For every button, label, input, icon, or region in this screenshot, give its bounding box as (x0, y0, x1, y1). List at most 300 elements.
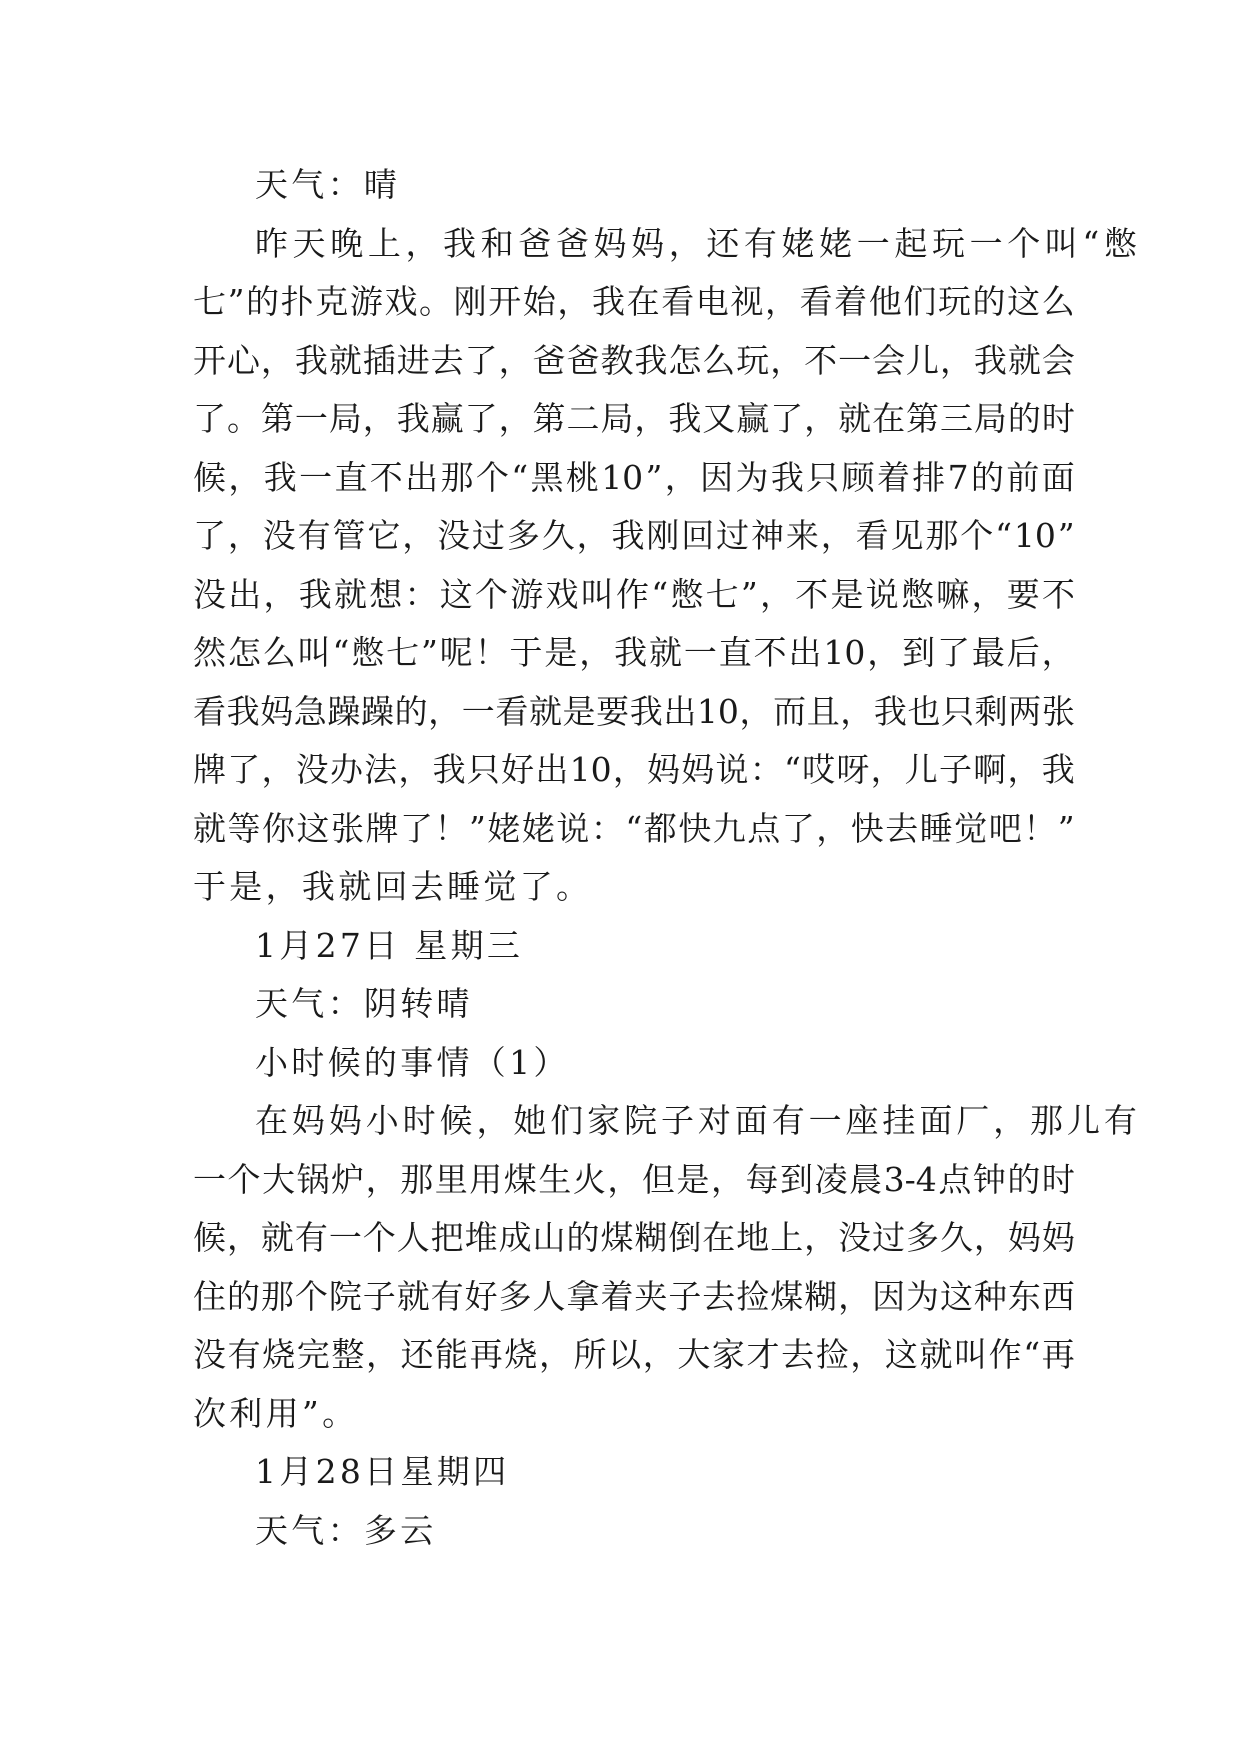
text-glyph: 叫 (954, 1335, 988, 1374)
text-glyph: 有 (771, 1101, 805, 1140)
text-glyph: 在 (872, 399, 906, 438)
text-glyph: 吧 (988, 808, 1022, 848)
text-glyph: 妈 (681, 750, 715, 789)
text-glyph: 煤 (503, 1159, 537, 1199)
text-glyph: 爸 (566, 340, 600, 380)
text-glyph: 我 (770, 457, 804, 497)
text-glyph: 他 (868, 282, 902, 321)
text-glyph: 烧 (504, 1335, 538, 1374)
text-glyph: 完 (296, 1335, 330, 1374)
text-glyph: 我 (263, 457, 297, 497)
text-glyph: 说 (556, 808, 590, 848)
text-glyph: ， (557, 282, 591, 321)
text-glyph: 好 (464, 1276, 498, 1316)
text-glyph: 但 (641, 1159, 675, 1199)
text-glyph: 儿 (906, 340, 940, 380)
text-glyph: 玩 (931, 223, 965, 263)
text-glyph: 我 (294, 340, 328, 380)
text-glyph: ” (469, 808, 486, 848)
text-glyph: 把 (430, 1218, 464, 1257)
text-glyph: 们 (903, 282, 937, 321)
text-glyph: 才 (746, 1335, 780, 1374)
text-glyph: ， (634, 399, 668, 438)
text-glyph: ， (261, 750, 295, 789)
text-glyph: 就 (328, 340, 362, 380)
text-glyph: 人 (396, 1218, 430, 1257)
text-glyph: 哎 (802, 750, 836, 789)
text-glyph: 就 (334, 574, 367, 614)
text-glyph: 游 (510, 574, 544, 614)
text-glyph: “ (511, 457, 529, 497)
text-glyph: ， (365, 1335, 399, 1374)
text-glyph: 晨 (849, 1159, 883, 1199)
text-glyph: ， (710, 1159, 744, 1199)
text-glyph: ” (421, 633, 438, 672)
text-glyph: 么 (1041, 282, 1075, 321)
text-glyph: 法 (364, 750, 398, 789)
text-glyph: 昨 (255, 223, 288, 263)
text-glyph: 我 (298, 574, 332, 614)
text-glyph: ” (227, 282, 245, 321)
text-glyph: 作 (988, 1335, 1022, 1374)
text-glyph: 为 (906, 1276, 940, 1316)
text-glyph: 又 (702, 399, 736, 438)
text-glyph: ， (804, 399, 838, 438)
text-line (193, 449, 1075, 508)
text-glyph: ， (816, 808, 850, 848)
text-line (193, 741, 1075, 800)
text-glyph: 七 (705, 574, 739, 614)
text-glyph: 要 (596, 691, 630, 731)
text-glyph: 的 (1007, 1159, 1041, 1199)
text-glyph: 那 (1030, 1101, 1064, 1140)
text-line (193, 1326, 1075, 1385)
text-glyph: 的 (972, 282, 1006, 321)
text-glyph: 种 (973, 1276, 1007, 1316)
text-glyph: 成 (498, 1218, 532, 1257)
text-glyph: 不 (804, 340, 838, 380)
text-glyph: 10 (1013, 516, 1056, 555)
text-glyph: 直 (718, 633, 752, 672)
text-glyph: 子 (939, 750, 973, 789)
text-glyph: 能 (435, 1335, 469, 1374)
text-glyph: 游 (349, 282, 383, 321)
text-glyph: 我 (432, 750, 466, 789)
text-glyph: 没 (437, 516, 471, 555)
text-glyph: 糊 (634, 1218, 668, 1257)
text-glyph: 晚 (330, 223, 364, 263)
text-glyph: 姥 (781, 223, 815, 263)
text-glyph: 小 (365, 1101, 399, 1140)
text-glyph: 有 (430, 1276, 464, 1316)
text-glyph: “ (1023, 1335, 1041, 1374)
text-glyph: 去 (885, 808, 919, 848)
text-glyph: 睡 (919, 808, 953, 848)
text-glyph: 天 (292, 223, 326, 263)
text-glyph: 了 (193, 516, 226, 555)
text-glyph: 面 (919, 1101, 953, 1140)
text-glyph: 管 (332, 516, 366, 555)
text-glyph: 而 (773, 691, 807, 731)
text-glyph: 就 (1007, 340, 1041, 380)
text-glyph: ” (740, 574, 758, 614)
text-glyph: 你 (262, 808, 295, 848)
text-glyph: 进 (396, 340, 430, 380)
text-glyph: 为 (735, 457, 769, 497)
text-glyph: 个 (960, 516, 994, 555)
text-glyph: 在 (702, 1218, 736, 1257)
text-line (193, 683, 1075, 742)
text-glyph: 住 (193, 1276, 226, 1316)
text-glyph: 就 (528, 691, 562, 731)
text-glyph: 倒 (668, 1218, 702, 1257)
text-glyph: 夹 (634, 1276, 668, 1316)
text-glyph: 七 (386, 633, 420, 672)
text-glyph: 心 (226, 340, 260, 380)
text-glyph: ， (398, 750, 432, 789)
text-glyph: 不 (1042, 574, 1075, 614)
text-glyph: 子 (668, 1276, 702, 1316)
text-glyph: 始 (522, 282, 556, 321)
text-glyph: 快 (678, 808, 712, 848)
text-glyph: 憋 (670, 574, 704, 614)
text-glyph: 九 (712, 808, 746, 848)
text-glyph: 人 (532, 1276, 566, 1316)
text-glyph: 多 (498, 1276, 532, 1316)
text-glyph: 一 (969, 223, 1003, 263)
text-glyph: 就 (193, 808, 226, 848)
text-glyph: 厂 (956, 1101, 990, 1140)
text-glyph: 火 (572, 1159, 606, 1199)
text-glyph: 局 (973, 399, 1007, 438)
text-glyph: 不 (753, 633, 787, 672)
text-glyph: 说 (715, 750, 749, 789)
text-glyph: 个 (362, 1218, 396, 1257)
text-glyph: 生 (538, 1159, 572, 1199)
text-glyph: 赢 (736, 399, 770, 438)
text-glyph: 对 (697, 1101, 731, 1140)
text-glyph: ， (226, 1218, 260, 1257)
text-glyph: 在 (255, 1101, 288, 1140)
text-glyph: 10 (569, 750, 612, 789)
text-glyph: 看 (855, 516, 889, 555)
text-glyph: “ (995, 516, 1012, 555)
text-glyph: 叫 (580, 574, 614, 614)
text-glyph: 回 (681, 516, 715, 555)
text-glyph: “ (332, 633, 350, 672)
text-glyph: 见 (890, 516, 924, 555)
text-glyph: 钟 (972, 1159, 1006, 1199)
text-glyph: 就 (649, 633, 682, 672)
text-glyph: 了 (400, 808, 433, 848)
text-glyph: 的 (971, 457, 1005, 497)
text-glyph: 候 (193, 457, 226, 497)
text-glyph: 第 (532, 399, 566, 438)
text-glyph: ， (760, 574, 793, 614)
text-glyph: 要 (1006, 574, 1040, 614)
text-line (193, 624, 1075, 683)
text-glyph: 没 (262, 516, 296, 555)
text-glyph: 剩 (974, 691, 1008, 731)
text-glyph: 我 (443, 223, 477, 263)
text-glyph: 面 (1041, 457, 1075, 497)
text-glyph: 前 (1006, 457, 1040, 497)
text-glyph: “ (651, 574, 669, 614)
text-line (193, 1268, 1075, 1327)
text-glyph: 捡 (736, 1276, 770, 1316)
document-body (193, 156, 1137, 1560)
text-glyph: 两 (1008, 691, 1042, 731)
text-glyph: 地 (736, 1218, 770, 1257)
text-glyph: 东 (1007, 1276, 1041, 1316)
text-glyph: 牌 (193, 750, 226, 789)
text-glyph: ， (498, 399, 532, 438)
text-glyph: 二 (566, 399, 600, 438)
text-glyph: ， (739, 691, 773, 731)
text-glyph: 怎 (668, 340, 702, 380)
text-glyph: ！ (474, 633, 508, 672)
text-glyph: 姥 (819, 223, 853, 263)
text-glyph: 那 (400, 1159, 434, 1199)
text-glyph: 山 (532, 1218, 566, 1257)
text-glyph: 到 (780, 1159, 814, 1199)
text-glyph: ， (1041, 633, 1075, 672)
text-glyph: 。 (226, 399, 260, 438)
text-glyph: 儿 (904, 750, 938, 789)
text-glyph: 捡 (815, 1335, 849, 1374)
text-glyph: 凌 (814, 1159, 848, 1199)
text-glyph: 煤 (770, 1276, 804, 1316)
text-glyph: ， (612, 750, 646, 789)
text-glyph: 快 (850, 808, 884, 848)
text-glyph: 候 (439, 1101, 473, 1140)
text-glyph: 过 (716, 516, 750, 555)
text-glyph: 姥 (521, 808, 555, 848)
text-glyph: 到 (902, 633, 936, 672)
text-glyph: ， (939, 340, 973, 380)
text-glyph: ， (405, 223, 439, 263)
text-glyph: 家 (587, 1101, 621, 1140)
text-glyph: 起 (894, 223, 928, 263)
text-glyph: 局 (600, 399, 634, 438)
text-glyph: 会 (872, 340, 906, 380)
text-glyph: 爸 (532, 340, 566, 380)
text-glyph: 我 (629, 691, 663, 731)
text-glyph: 我 (668, 399, 702, 438)
text-glyph: 一 (294, 399, 328, 438)
text-glyph: 去 (702, 1276, 736, 1316)
text-glyph: ， (850, 1335, 884, 1374)
text-glyph: 排 (912, 457, 946, 497)
text-glyph: “ (625, 808, 643, 848)
text-glyph: 么 (702, 340, 736, 380)
text-line: 小时候的事情（1） (255, 1042, 570, 1082)
text-glyph: 大 (677, 1335, 711, 1374)
text-glyph: 西 (1041, 1276, 1075, 1316)
text-glyph: 了 (227, 750, 261, 789)
text-glyph: 第 (260, 399, 294, 438)
text-glyph: 憋 (351, 633, 385, 672)
text-glyph: 久 (541, 516, 575, 555)
text-glyph: 桃 (565, 457, 599, 497)
text-glyph: 然 (193, 633, 226, 672)
text-glyph: 七 (193, 282, 226, 321)
text-glyph: 玩 (937, 282, 971, 321)
text-line: 天气：多云 (255, 1510, 437, 1550)
text-glyph: 视 (730, 282, 764, 321)
text-glyph: 面 (734, 1101, 768, 1140)
text-glyph: 在 (626, 282, 660, 321)
text-glyph: 里 (434, 1159, 468, 1199)
text-glyph: 堆 (464, 1218, 498, 1257)
text-glyph: 因 (700, 457, 734, 497)
text-glyph: 的 (394, 691, 428, 731)
text-glyph: 只 (941, 691, 975, 731)
text-glyph: 开 (488, 282, 522, 321)
text-glyph: 用 (469, 1159, 503, 1199)
text-glyph: ， (498, 340, 532, 380)
text-glyph: 了 (937, 633, 970, 672)
text-glyph: 时 (1041, 399, 1075, 438)
text-glyph: 着 (600, 1276, 634, 1316)
text-glyph: 么 (262, 633, 296, 672)
text-glyph: 还 (400, 1335, 434, 1374)
text-glyph: 的 (226, 1276, 260, 1316)
text-glyph: 的 (566, 1218, 600, 1257)
text-glyph: 拿 (566, 1276, 600, 1316)
text-glyph: 的 (246, 282, 280, 321)
text-glyph: ， (1007, 750, 1041, 789)
text-glyph: 点 (938, 1159, 972, 1199)
text-line (193, 1209, 1075, 1268)
text-glyph: ， (228, 457, 262, 497)
text-glyph: ， (664, 457, 698, 497)
text-glyph: 这 (884, 1335, 918, 1374)
text-glyph: 张 (331, 808, 364, 848)
text-glyph: 那 (925, 516, 959, 555)
text-glyph: 所 (573, 1335, 607, 1374)
text-glyph: 说 (865, 574, 899, 614)
text-glyph: ， (668, 223, 702, 263)
text-glyph: 儿 (1066, 1101, 1100, 1140)
text-glyph: 来 (785, 516, 819, 555)
text-glyph: 躁 (360, 691, 394, 731)
text-glyph: 大 (262, 1159, 296, 1199)
text-glyph: ： (590, 808, 624, 848)
text-glyph: 赢 (430, 399, 464, 438)
text-glyph: 觉 (954, 808, 988, 848)
text-glyph: 就 (919, 1335, 953, 1374)
text-glyph: 子 (660, 1101, 694, 1140)
text-glyph: 怎 (227, 633, 261, 672)
text-glyph: 就 (838, 399, 872, 438)
text-glyph: ， (579, 633, 613, 672)
text-glyph: 牌 (365, 808, 399, 848)
text-glyph: 妈 (1007, 1218, 1041, 1257)
text-glyph: 刚 (453, 282, 487, 321)
text-glyph: 炉 (331, 1159, 365, 1199)
text-glyph: 有 (743, 223, 777, 263)
text-glyph: 是 (830, 574, 864, 614)
text-glyph: 了 (781, 808, 815, 848)
text-glyph: 着 (834, 282, 868, 321)
text-glyph: 这 (1007, 282, 1041, 321)
text-glyph: 我 (1041, 750, 1075, 789)
text-glyph: 啊 (973, 750, 1007, 789)
text-glyph: ， (840, 691, 874, 731)
text-glyph: 三 (939, 399, 973, 438)
text-glyph: 顾 (841, 457, 875, 497)
text-glyph: “ (783, 750, 801, 789)
text-glyph: 去 (430, 340, 464, 380)
text-glyph: ， (764, 282, 798, 321)
text-glyph: 再 (469, 1335, 503, 1374)
text-glyph: ， (870, 750, 904, 789)
text-glyph: 糊 (804, 1276, 838, 1316)
text-glyph: 作 (616, 574, 649, 614)
text-glyph: 呀 (836, 750, 870, 789)
text-glyph: 电 (695, 282, 729, 321)
text-glyph: 那 (260, 1276, 294, 1316)
text-glyph: 只 (466, 750, 500, 789)
text-line: 天气：晴 (255, 165, 401, 204)
text-glyph: 锅 (296, 1159, 330, 1199)
text-glyph: 这 (439, 574, 473, 614)
text-glyph: 急 (293, 691, 327, 731)
text-glyph: 妈 (593, 223, 627, 263)
text-glyph: 我 (592, 282, 625, 321)
text-line (193, 1151, 1075, 1210)
text-glyph: 憋 (901, 574, 934, 614)
text-glyph: 开 (193, 340, 226, 380)
text-glyph: ， (993, 1101, 1027, 1140)
text-line: 天气：阴转晴 (255, 984, 473, 1023)
text-glyph: 刚 (646, 516, 680, 555)
text-glyph: 第 (906, 399, 940, 438)
text-glyph: 一 (299, 457, 333, 497)
text-line (193, 800, 1075, 859)
text-glyph: ， (820, 516, 854, 555)
text-glyph: 每 (745, 1159, 779, 1199)
text-glyph: 有 (1103, 1101, 1137, 1140)
text-glyph: 看 (799, 282, 833, 321)
text-glyph: 戏 (384, 282, 418, 321)
text-glyph: 后 (1006, 633, 1040, 672)
text-glyph: 我 (873, 691, 907, 731)
text-glyph: ， (227, 516, 261, 555)
text-glyph: 那 (440, 457, 474, 497)
text-glyph: 没 (193, 1335, 226, 1374)
text-glyph: 一 (193, 1159, 226, 1199)
text-glyph: 我 (226, 691, 260, 731)
text-glyph: ， (365, 1159, 399, 1199)
text-glyph: 上 (770, 1218, 804, 1257)
text-glyph: 是 (544, 633, 578, 672)
text-glyph: 直 (334, 457, 368, 497)
text-glyph: 个 (475, 574, 508, 614)
text-glyph: 上 (367, 223, 401, 263)
text-glyph: 没 (838, 1218, 872, 1257)
text-glyph: ， (538, 1335, 572, 1374)
text-glyph: 嘛 (936, 574, 970, 614)
text-glyph: 们 (550, 1101, 584, 1140)
text-glyph: 妈 (328, 1101, 362, 1140)
text-glyph: 爸 (518, 223, 552, 263)
text-glyph: 还 (706, 223, 740, 263)
text-glyph: 挂 (882, 1101, 916, 1140)
text-glyph: 点 (747, 808, 781, 848)
text-glyph: 一 (328, 1218, 362, 1257)
